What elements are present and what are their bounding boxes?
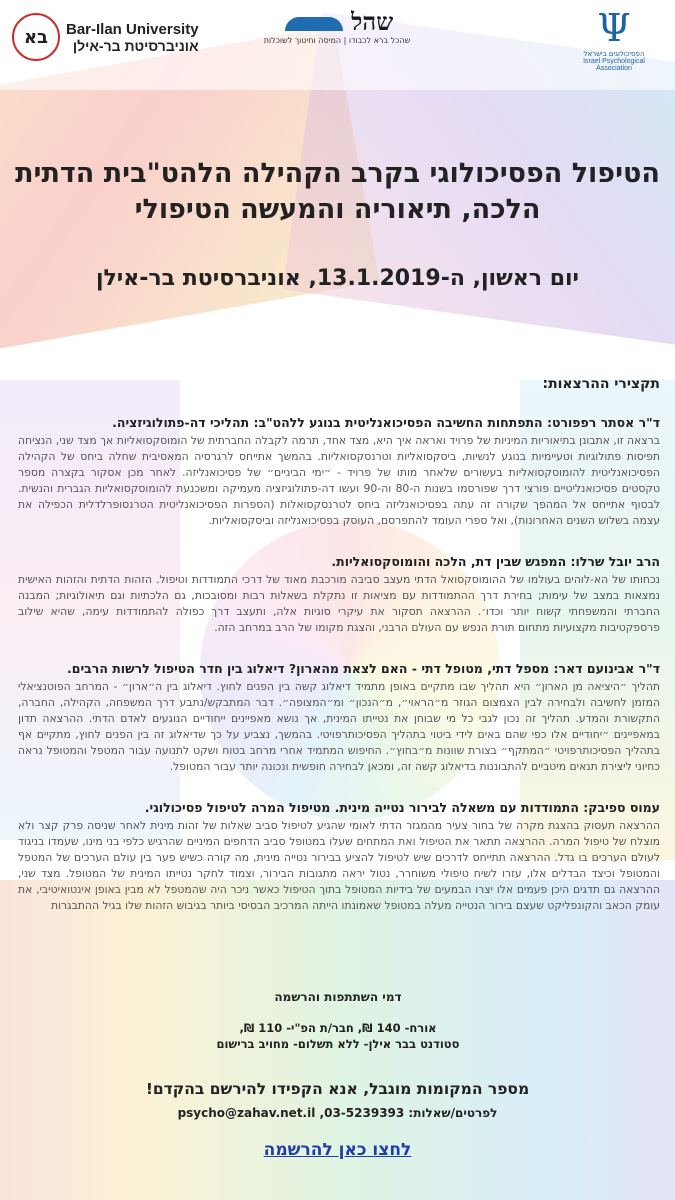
bar-ilan-logo xyxy=(12,12,202,62)
lecture-abstract xyxy=(18,799,660,914)
bar-ilan-name-he: אוניברסיטת בר-אילן xyxy=(72,37,199,54)
fees-section xyxy=(18,990,658,1052)
contact-info: לפרטים/שאלות: 03-5239393, psycho@zahav.net.il xyxy=(177,1106,498,1120)
limited-seats-notice: מספר המקומות מוגבל, אנא הקפידו להירשם בהקדם! xyxy=(145,1080,530,1098)
shahal-logo xyxy=(262,8,412,58)
ipa-logo xyxy=(569,6,659,76)
lecture-title: עמוס ספיבק: התמודדות עם משאלה לבירור נטייה מינית. מטיפול המרה לטיפול פסיכולוגי. xyxy=(144,800,660,815)
lecture-title: ד"ר אסתר רפפורט: התפתחות החשיבה הפסיכואנליטית בנוגע ללהט"ב: תהליכי דה-פתולוגיזציה. xyxy=(112,415,660,430)
shahal-wave-icon xyxy=(285,17,343,31)
fees-title: דמי השתתפות והרשמה xyxy=(274,990,402,1004)
bar-ilan-emblem-icon: בא xyxy=(12,13,60,61)
title-line-1: הטיפול הפסיכולוגי בקרב הקהילה הלהט"בית הדתית xyxy=(15,158,660,189)
lecture-title: ד"ר אבינועם דאר: מספל דתי, מטופל דתי - האם לצאת מהארון? דיאלוג בין חדר הטיפול לרשות הרבים. xyxy=(67,661,660,676)
fees-line: אורח- 140 ₪, חבר/ת הפ"י- 110 ₪, xyxy=(239,1021,437,1035)
shahal-wordmark: שהל xyxy=(351,7,394,36)
lecture-body: ברצאה זו, אתבונן בתיאוריות המיניות של פרויד ואראה איך היא, מצד אחד, תרמה לקבלה החברתית של הומוסקסואליות אך מצד שני, הנציחה תפיסות פתולוגיות וטעיימיות בנוגע לנשיות, ביסקסואליות וטרנסקסואליות. בהמשך אתייחס לרגרסיה המאסיבית שחלה ביחס של הקהילה הפסיכואנליטית להומוסקסואליות בעשורים שלאחר מותו של פרויד - ״ימי הביניים״ של פסיכואנליזה. לאחר מכן אסקור בקצרה מספר טקסטים פסיכואנליטיים פורצי דרך שפורסמו בשנות ה-80 וה-90 ועשו דה-פתולוגיזציה מעמיקה ומשכנעת להומוסקסואליות הגברית והנשית. לבסוף אתייחס אל המהפך שקורה זה עתה בפסיכואנליזה ביחס לטרנסקסואלות (הספרות הפסיכואנליטית הטרנסופרלדלית הכפילה את עצמה בשלוש השנים האחרונות), ואל ספרי העומד להתפרסם, העוסק בפסיכואנליזה וביסקסואליות. xyxy=(18,434,660,527)
title-line-2: הלכה, תיאוריה והמעשה הטיפולי xyxy=(134,194,541,225)
bar-ilan-name-en: Bar-Ilan University xyxy=(66,20,199,38)
lecture-abstract xyxy=(18,660,660,775)
register-link[interactable]: לחצו כאן להרשמה xyxy=(263,1140,412,1160)
ipa-name-he: הפסיכולוגים בישראל xyxy=(583,50,645,58)
logos-header xyxy=(0,0,675,90)
psi-icon: Ψ xyxy=(597,6,631,50)
shahal-tagline: שהכל ברא לכבודו | המיסה וחיטוך לשוכלות xyxy=(263,36,411,45)
lecture-abstract xyxy=(18,414,660,529)
abstracts-heading: תקצירי ההרצאות: xyxy=(542,376,660,392)
lecture-abstract xyxy=(18,553,660,636)
lecture-body: תהליך ״היציאה מן הארון״ היא תהליך שבו מתקיים באופן מתמיד דיאלוג קשה בין הפנים לחוץ. דיאלוג בין ה״ארון״ - המרחב הפוטנציאלי המזמן לחשיבה ולבחירה לבין הצמצום הגוזר מ״הראוי״, מ״הנכון״ ומ״המצופה״. דבר המתבקש/נתבע דרך המשפחה, הקהילה, החברה, התקשורת והמדע. תהליך זה נכון לגבי כל מי שבוחן את נטייתו המינית, אך נושא מאפיינים ייחודיים הנוגעים לאדם הדתי. ההרצאה תדון במאפיינים ״יחודיים אלו כפי שהם באים לידי ביטוי בתהליך הפסיכותרפויטי. בהמשך, נצביע על כך שדיאלוג זה בין הפנים לחוץ, מתקיים אף בתהליך הפסיכותרפויטי ״המתקף״ בצורת שוונות מ״בחוץ״. החיפוש המתמיד אחרי מרחב בטוח ושקט לתנועה עבור המטפל והמטופל נראה כחיוני ליצירת תנאים מיטביים להתבוננות בדיאלוג קשה זה, ומכאן לבחירה חופשית ונכונה יותר עבור המטופל. xyxy=(18,680,660,773)
abstracts xyxy=(18,376,660,938)
ipa-name-en: Israel Psychological Association xyxy=(583,58,645,72)
event-date: יום ראשון, ה-13.1.2019, אוניברסיטת בר-אילן xyxy=(95,266,580,291)
lecture-body: נכחותו של הא-לוהים בעולמו של ההומוסקסואל הדתי מעצב סביבה מורכבת מאוד של דרכי התמודדות וטיפול. הזהות הדתית והזהות האישית נמצאות במצב של עימות; בחירת דרך ההתמודדות עם מציאות זו נתקלת בשאלות רבות ומסובכות, גם הלכתיות וגם תיאולוגיות; המבנה החברתי והמשפחתי קשוח יותר וכדו׳. ההרצאה תסקור את עיקרי סוגיות אלה, ותעצב דרך כפולה להתמודדות עימה, שהיא שילוב פרספקטיבות מקצועיות מתחום תורת הנפש עם העולם הרבני, והצגת מקומו של הרב במרחב הזה. xyxy=(18,573,660,634)
event-title xyxy=(10,156,665,228)
fees-line: סטודנט בבר אילן- ללא תשלום- מחויב ברישום xyxy=(216,1037,460,1051)
lecture-body: ההרצאה תעסוק בהצגת מקרה של בחור צעיר מהמגזר הדתי לאומי שהגיע לטיפול סביב שאלות של זהות מינית לאחר שניסה פרק קצר ולא מוצלח של טיפול המרה. ההרצאה תתאר את הטיפול ואת המתחים שעלו במטופל סביב הדחפים המיניים שהרגיש כלפי בני מינו, שעמדו בניגוד לעולם הערכים בו גדל. ההרצאה תתייחס לדרכים שיש לטיפול להציע בבירור נטייה מינית, מה קורה כשיש פער בין עולם הערכים של המטפל והמטופל וכיצד הבדלים אלו, עזרו לשיח טיפולי משוחרר, נטול יראה מתגובות הבירור, וצמוד לחקר נטייתו המינית של המטופל. מצד שני, ההרצאה גם תדגים היכן פעמים אלו יצרו הבמעים של בידיות המטופל בתוך הטיפול כאשר ניכר היה שהמטפל לא מבין באופן אינטואיטיבי, את עומק הכאב והקונפליקט שעצם בירור הנטייה מעלה במטופל שאמונתו הייתה המרכיב הבסיסי ביותר בגיבוש הזהות שלו בגיל ההתבגרות xyxy=(18,819,660,912)
lecture-title: הרב יובל שרלו: המפגש שבין דת, הלכה והומוסקסואליות. xyxy=(331,554,660,569)
